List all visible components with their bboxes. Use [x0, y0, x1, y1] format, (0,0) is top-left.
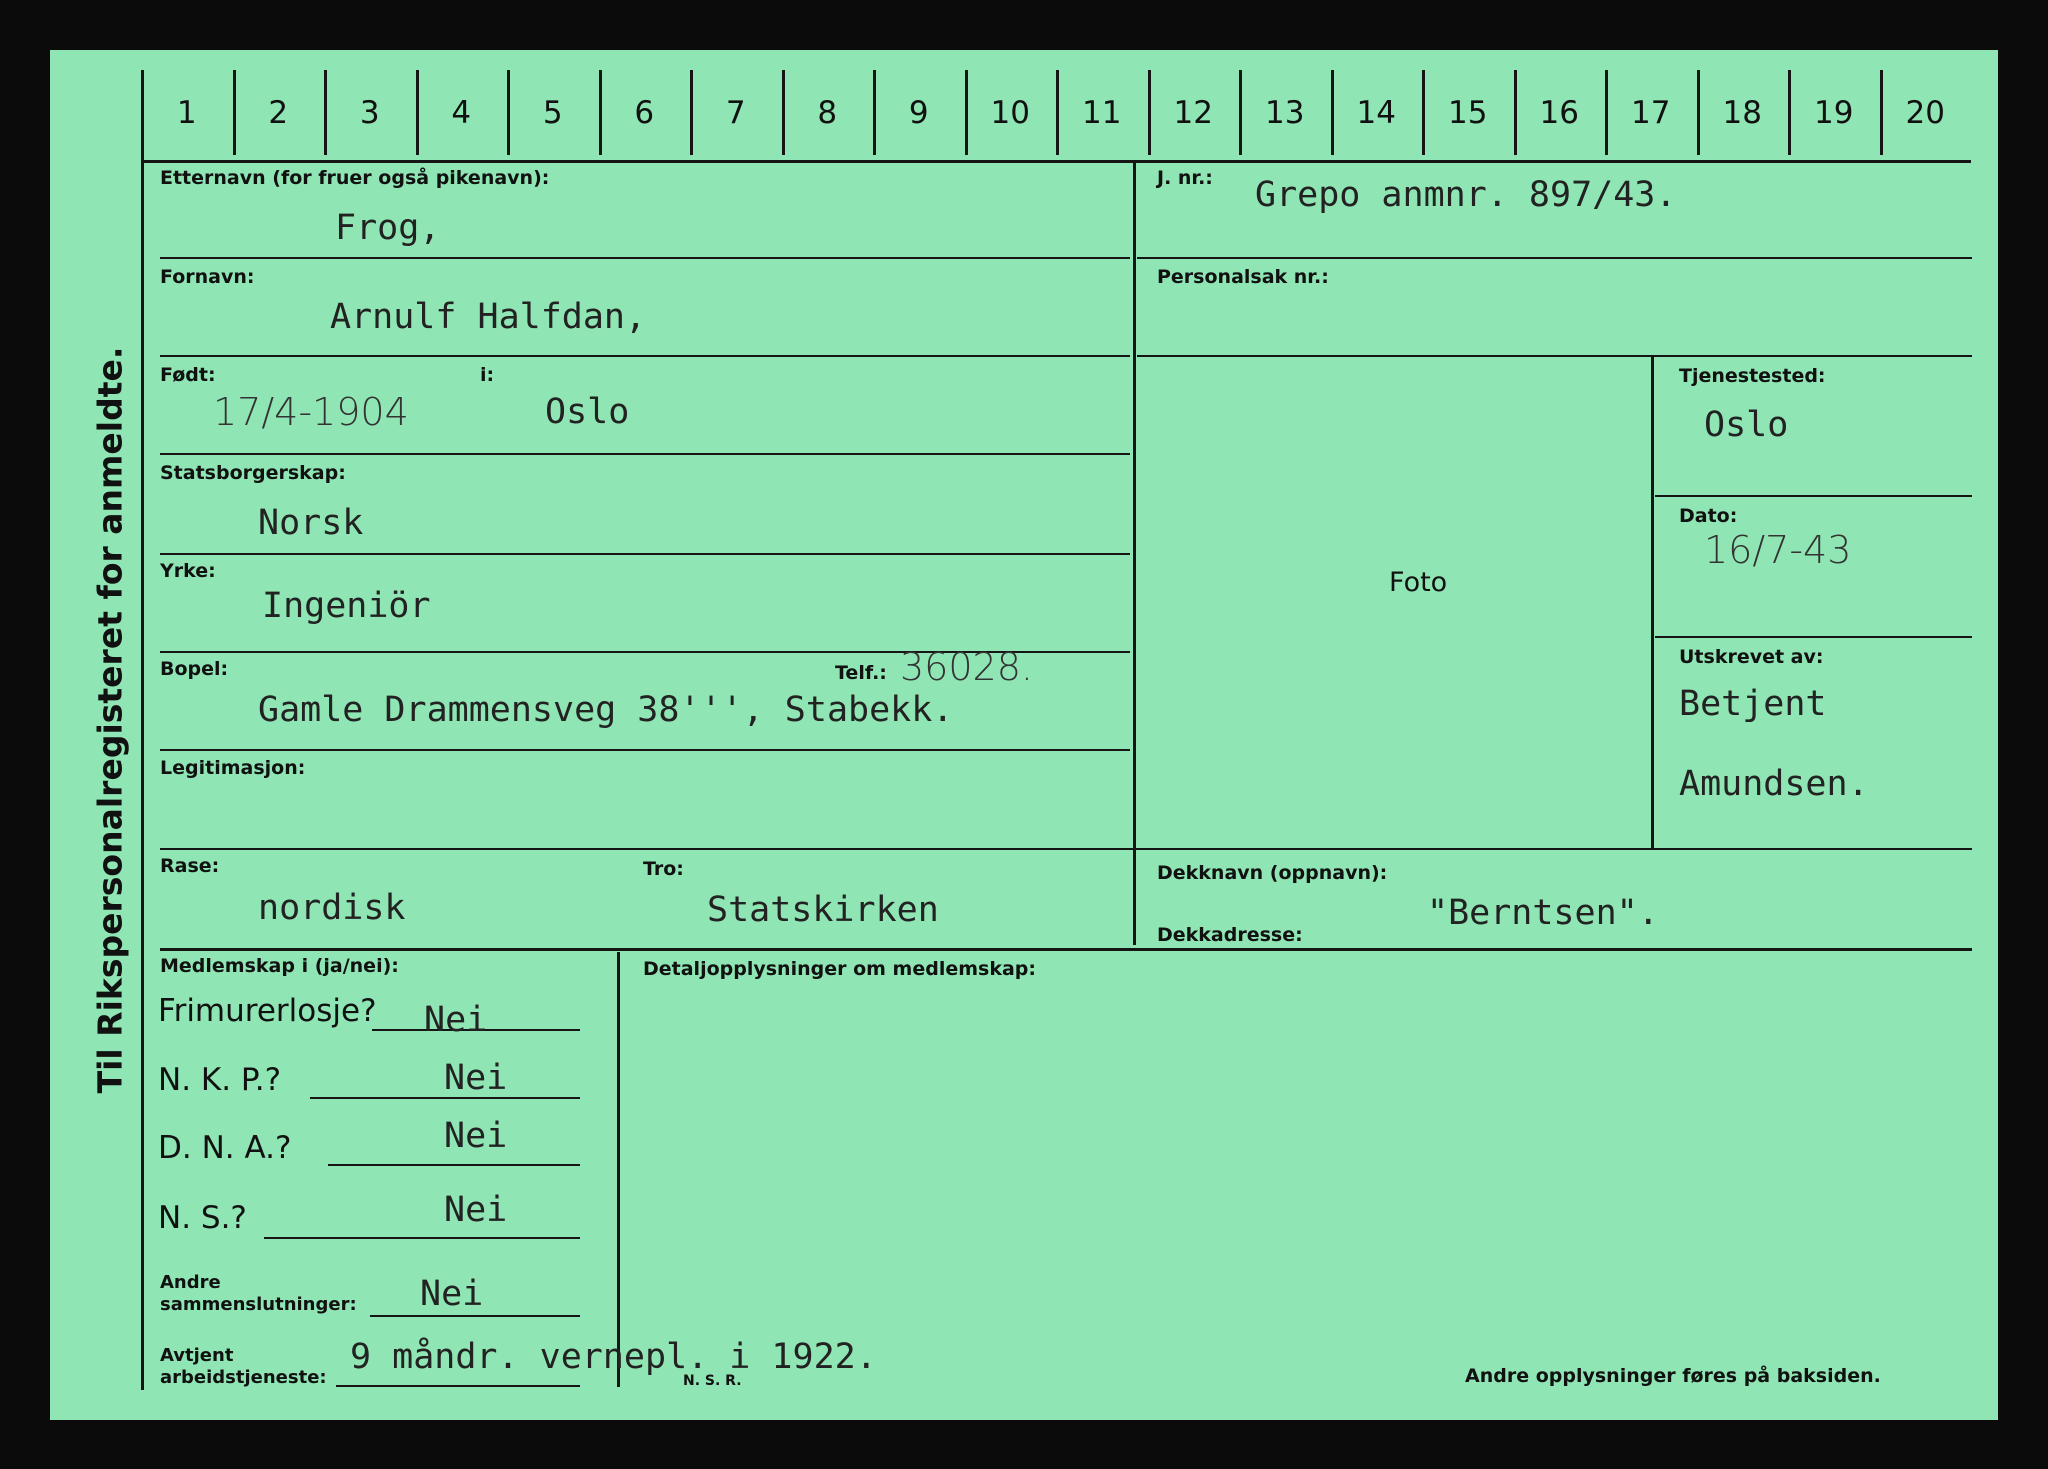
dato-value: 16/7-43: [1704, 528, 1852, 572]
dekknavn-value: "Berntsen".: [1427, 893, 1659, 933]
column-number: 12: [1173, 95, 1213, 131]
column-number: 10: [990, 95, 1030, 131]
line-ns: [264, 1237, 580, 1239]
header-bottom-line: [141, 160, 1971, 163]
column-separator: [233, 70, 236, 155]
line-avtjent: [336, 1385, 580, 1387]
jnr-label: J. nr.:: [1157, 167, 1213, 189]
telf-label: Telf.:: [835, 662, 887, 684]
bopel-value: Gamle Drammensveg 38'''‚ Stabekk.: [258, 690, 954, 730]
column-separator: [599, 70, 602, 155]
column-separator: [416, 70, 419, 155]
column-separator: [1056, 70, 1059, 155]
side-caption: Til Rikspersonalregisteret for anmeldte.: [90, 346, 130, 1094]
ns-label: N. S.?: [158, 1200, 247, 1236]
column-separator: [1788, 70, 1791, 155]
column-separator: [1605, 70, 1608, 155]
fornavn-label: Fornavn:: [160, 266, 255, 288]
right-divider: [1651, 357, 1654, 849]
dekkadresse-label: Dekkadresse:: [1157, 924, 1303, 946]
column-separator: [873, 70, 876, 155]
column-separator: [782, 70, 785, 155]
column-separator: [1331, 70, 1334, 155]
line-dato: [1655, 636, 1972, 638]
statsborgerskap-value: Norsk: [258, 503, 364, 543]
rase-value: nordisk: [258, 888, 406, 928]
fodt-label: Født:: [160, 364, 216, 386]
column-number: 2: [268, 95, 289, 131]
column-separator: [1148, 70, 1151, 155]
tjenestested-label: Tjenestested:: [1679, 365, 1826, 387]
column-number: 20: [1905, 95, 1945, 131]
column-number: 15: [1448, 95, 1488, 131]
column-number: 14: [1356, 95, 1396, 131]
baksiden-note: Andre opplysninger føres på baksiden.: [1465, 1365, 1881, 1387]
line-dna: [328, 1164, 580, 1166]
column-number: 7: [725, 95, 746, 131]
column-separator: [1239, 70, 1242, 155]
column-separator: [1697, 70, 1700, 155]
frimurer-value: Nei: [424, 1000, 488, 1040]
line-bopel: [160, 749, 1130, 751]
line-statsborger: [160, 553, 1130, 555]
etternavn-value: Frog,: [335, 208, 441, 248]
column-separator: [1422, 70, 1425, 155]
foto-label: Foto: [1389, 567, 1448, 598]
line-tjenestested: [1655, 495, 1972, 497]
column-separator: [507, 70, 510, 155]
column-number: 3: [359, 95, 380, 131]
column-number: 1: [176, 95, 197, 131]
andre-value: Nei: [420, 1274, 484, 1314]
nsr-label: N. S. R.: [683, 1373, 742, 1389]
center-divider: [1133, 163, 1136, 945]
legitimasjon-label: Legitimasjon:: [160, 757, 306, 779]
column-separator: [690, 70, 693, 155]
detalj-label: Detaljopplysninger om medlemskap:: [643, 958, 1036, 980]
registry-card: [50, 50, 1998, 1420]
column-number: 18: [1722, 95, 1762, 131]
column-number: 13: [1265, 95, 1305, 131]
column-number: 11: [1082, 95, 1122, 131]
frimurer-label: Frimurerlosje?: [158, 993, 377, 1029]
line-fodt: [160, 453, 1130, 455]
line-jnr: [1137, 257, 1972, 259]
ns-value: Nei: [444, 1190, 508, 1230]
column-number: 6: [634, 95, 655, 131]
nkp-value: Nei: [444, 1058, 508, 1098]
tro-label: Tro:: [643, 858, 684, 880]
bopel-label: Bopel:: [160, 658, 229, 680]
column-number: 9: [908, 95, 929, 131]
etternavn-label: Etternavn (for fruer også pikenavn):: [160, 167, 550, 189]
column-separator: [1514, 70, 1517, 155]
dekknavn-label: Dekknavn (oppnavn):: [1157, 862, 1388, 884]
utskrevet-value-2: Amundsen.: [1679, 764, 1869, 804]
fodt-value: 17/4-1904: [213, 390, 409, 434]
rase-label: Rase:: [160, 855, 220, 877]
tro-value: Statskirken: [707, 890, 939, 930]
column-number: 4: [451, 95, 472, 131]
statsborgerskap-label: Statsborgerskap:: [160, 462, 346, 484]
line-fornavn: [160, 355, 1130, 357]
column-number: 19: [1814, 95, 1854, 131]
column-separator: [1880, 70, 1883, 155]
utskrevet-value-1: Betjent: [1679, 684, 1827, 724]
telf-value: 36028.: [900, 645, 1033, 689]
avtjent-value: 9 måndr. vernepl. i 1922.: [350, 1337, 877, 1377]
line-legitimasjon: [160, 848, 1972, 850]
line-personalsak: [1137, 355, 1972, 357]
column-separator: [965, 70, 968, 155]
line-andre: [370, 1315, 580, 1317]
column-number: 5: [542, 95, 563, 131]
avtjent-label-2: arbeidstjeneste:: [160, 1367, 327, 1388]
yrke-label: Yrke:: [160, 560, 216, 582]
nkp-label: N. K. P.?: [158, 1062, 282, 1098]
dato-label: Dato:: [1679, 505, 1738, 527]
i-label: i:: [480, 364, 495, 386]
tjenestested-value: Oslo: [1704, 405, 1789, 445]
fornavn-value: Arnulf Halfdan,: [330, 297, 647, 337]
i-value: Oslo: [545, 392, 630, 432]
line-rase: [160, 948, 1972, 951]
dna-label: D. N. A.?: [158, 1130, 292, 1166]
column-separator: [324, 70, 327, 155]
andre-label-2: sammenslutninger:: [160, 1294, 357, 1315]
column-number: 17: [1631, 95, 1671, 131]
andre-label-1: Andre: [160, 1272, 221, 1293]
left-border-line: [141, 70, 144, 1390]
avtjent-label-1: Avtjent: [160, 1345, 234, 1366]
column-number: 8: [817, 95, 838, 131]
column-number: 16: [1539, 95, 1579, 131]
utskrevet-label: Utskrevet av:: [1679, 646, 1824, 668]
personalsak-label: Personalsak nr.:: [1157, 266, 1329, 288]
jnr-value: Grepo anmnr. 897/43.: [1255, 175, 1677, 215]
line-etternavn: [160, 257, 1130, 259]
membership-divider: [617, 952, 620, 1387]
yrke-value: Ingeniör: [262, 586, 431, 626]
medlemskap-label: Medlemskap i (ja/nei):: [160, 955, 399, 977]
dna-value: Nei: [444, 1116, 508, 1156]
